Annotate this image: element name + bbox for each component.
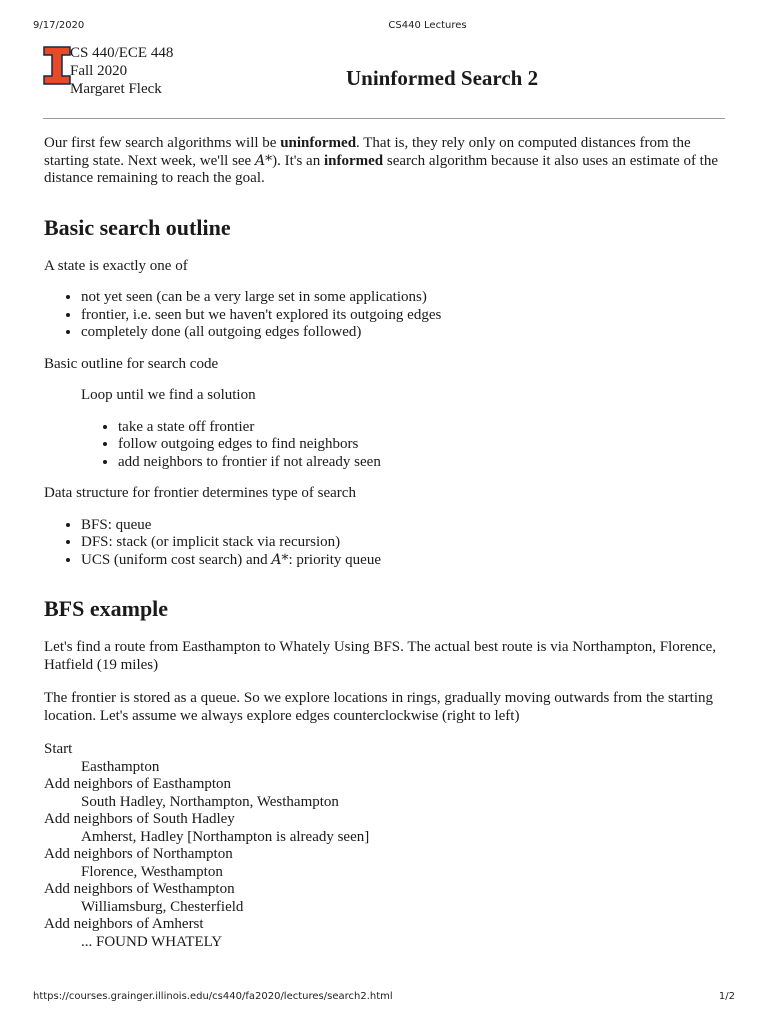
data-structure-list [44,517,728,570]
ucs-text: UCS (uniform cost search) and [81,551,272,568]
intro-paragraph [44,135,728,188]
ucs-astar: A* [271,551,289,568]
trace-step: Add neighbors of Easthampton [44,776,232,792]
trace-result: South Hadley, Northampton, Westhampton [81,793,339,810]
trace-step: Add neighbors of Northampton [44,846,233,862]
trace-result: Amherst, Hadley [Northampton is already seen] [81,828,370,845]
illinois-logo-icon [43,46,71,85]
state-intro: A state is exactly one of [44,257,188,274]
intro-bold-informed: informed [323,152,384,169]
trace-step: Start [44,741,73,757]
bfs-trace [44,741,728,951]
trace-step: Add neighbors of South Hadley [44,811,235,827]
list-item: • not yet seen (can be a very large set in some applications) [81,289,728,307]
print-footer [0,991,768,1005]
bfs-paragraph-1: Let's find a route from Easthampton to Whately Using BFS. The actual best route is via Northampton, Florence, Hatfield (19 miles) [44,639,717,673]
list-item: • take a state off frontier [118,419,728,437]
trace-result: ... FOUND WHATELY [81,933,223,950]
outline-intro: Basic outline for search code [44,355,219,372]
print-title: CS440 Lectures [388,20,467,31]
trace-result: Williamsburg, Chesterfield [81,898,244,915]
data-structure-intro: Data structure for frontier determines type of search [44,485,356,501]
course-code: CS 440/ECE 448 [70,45,174,61]
intro-text-2: . That is, they rely only on computed distances from the starting state. Next week, we'll see [44,135,691,169]
list-item [81,552,728,570]
course-instructor: Margaret Fleck [70,81,162,97]
print-url: https://courses.grainger.illinois.edu/cs440/fa2020/lectures/search2.html [33,991,393,1002]
section-heading-basic-search: Basic search outline [44,214,231,240]
intro-bold-uninformed: uninformed [280,135,357,151]
list-item: • completely done (all outgoing edges followed) [81,324,728,342]
course-term: Fall 2020 [70,63,128,79]
list-item: • add neighbors to frontier if not already seen [118,454,728,472]
print-header [0,20,768,34]
state-list [44,289,728,342]
trace-result: Easthampton [81,758,160,775]
trace-step: Add neighbors of Westhampton [44,881,235,897]
list-item: • BFS: queue [81,517,728,535]
page-title: Uninformed Search 2 [346,66,539,90]
course-info [70,44,173,98]
section-heading-bfs-example: BFS example [44,596,169,621]
print-date: 9/17/2020 [33,20,85,31]
trace-result: Florence, Westhampton [81,863,223,880]
loop-line: Loop until we find a solution [81,387,256,403]
intro-text-3: ). It's an [272,152,324,169]
intro-astar: A* [254,152,273,169]
bfs-paragraph-2: The frontier is stored as a queue. So we explore locations in rings, gradually moving outwards from the starting location. Let's assume we always explore edges counterclockwise (right to left) [44,690,714,724]
print-page-number: 1/2 [718,991,735,1002]
intro-text-4: search algorithm because it also uses an estimate of the distance remaining to reach the goal. [44,152,719,186]
ucs-text-end: : priority queue [288,551,381,568]
loop-list [44,419,728,472]
lecture-content [44,135,728,951]
trace-step: Add neighbors of Amherst [44,916,204,932]
list-item: • DFS: stack (or implicit stack via recursion) [81,534,728,552]
header-divider [43,118,725,119]
intro-text-1: Our first few search algorithms will be [44,135,281,151]
list-item: • frontier, i.e. seen but we haven't explored its outgoing edges [81,307,728,325]
list-item: • follow outgoing edges to find neighbors [118,436,728,454]
